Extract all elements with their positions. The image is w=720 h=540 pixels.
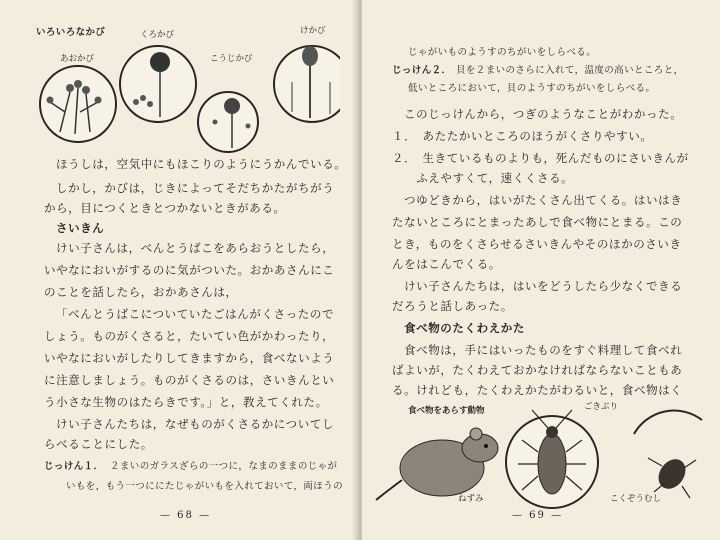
- experiment-2-text: 貝を２まいのさらに入れて，温度の高いところと，: [456, 65, 684, 76]
- text-line: う小さな生物のはたらきです。」と，教えてくれた。: [44, 395, 328, 409]
- text-line: らべることにした。: [44, 437, 153, 451]
- text-line: ふえやすくて，速くくさる。: [392, 171, 574, 185]
- text-line: つゆどきから，はいがたくさん出てくる。はいはき: [404, 193, 683, 207]
- text-line: じゃがいものようすのちがいをしらべる。: [408, 47, 597, 58]
- molds-illustration: [20, 22, 340, 157]
- text-line: のことを話したら，おかあさんは，: [44, 285, 238, 299]
- text-line: ほうしは，空気中にもほこりのようにうかんでいる。: [56, 157, 347, 171]
- experiment-2-text: 低いところにおいて，貝のようすのちがいをしらべる。: [408, 83, 656, 94]
- page-number-right: — 69 —: [512, 510, 564, 521]
- label-aokabi: あおかび: [60, 54, 95, 64]
- text-line: んをはこんでくる。: [392, 257, 501, 271]
- text-line: たないところにとまったあしで食べ物にとまる。この: [392, 215, 683, 229]
- text-line: から，目につくときとつかないときがある。: [44, 201, 286, 215]
- left-page: [0, 0, 358, 540]
- text-line: る。けれども，たくわえかたがわるいと，食べ物はく: [392, 383, 683, 397]
- text-line: このじっけんから，つぎのようなことがわかった。: [404, 107, 683, 121]
- text-line: 「べんとうばこについていたごはんがくさったので: [56, 307, 335, 321]
- text-line: １． あたたかいところのほうがくさりやすい。: [392, 129, 653, 143]
- experiment-1-text: ２まいのガラスざらの一つに，なまのままのじゃが: [110, 461, 338, 472]
- text-line: しかし，かびは，じきによってそだちかたがちがう: [56, 181, 335, 195]
- text-line: ２． 生きているものよりも，死んだものにさいきんが: [392, 151, 689, 165]
- text-line: けい子さんたちは，なぜものがくさるかについてし: [56, 417, 335, 431]
- figure-title-pests: 食べ物をあらす動物: [408, 406, 485, 416]
- text-line: しょう。ものがくさると，たいてい色がかわったり，: [44, 329, 335, 343]
- heading-food-storage: 食べ物のたくわえかた: [404, 321, 525, 335]
- label-gokiburi: ごきぶり: [584, 402, 619, 412]
- label-nezumi: ねずみ: [458, 494, 484, 504]
- text-line: けい子さんは，べんとうばこをあらおうとしたら，: [56, 241, 335, 255]
- text-line: 食べ物は，手にはいったものをすぐ料理して食べれ: [404, 343, 683, 357]
- text-line: いやなにおいがしたりしてきますから，食べないよう: [44, 351, 335, 365]
- experiment-1-text: いもを，もう一つににたじゃがいもを入れておいて，両ほうの: [66, 481, 344, 492]
- label-kokuzoumushi: こくぞうむし: [610, 494, 662, 504]
- text-line: ばよいが，たくわえておかなければならないこともあ: [392, 363, 683, 377]
- text-line: とき，ものをくさらせるさいきんやそのほかのさいき: [392, 237, 682, 251]
- page-number-left: — 68 —: [160, 510, 212, 521]
- label-kurokabi: くろかび: [140, 30, 175, 40]
- text-line: いやなにおいがするのに気がついた。おかあさんにこ: [44, 263, 335, 277]
- experiment-1-label: じっけん１．: [44, 461, 104, 472]
- label-kekabi: けかび: [300, 26, 326, 36]
- text-line: に注意しましょう。ものがくさるのは，さいきんとい: [44, 373, 335, 387]
- right-page: [362, 0, 720, 540]
- figure-title-molds: いろいろなかび: [36, 27, 106, 38]
- experiment-2-label: じっけん２．: [392, 65, 452, 76]
- label-koujikabi: こうじかび: [210, 54, 253, 64]
- text-line: だろうと話しあった。: [392, 299, 513, 313]
- text-line: けい子さんたちは，はいをどうしたら少なくできる: [404, 279, 683, 293]
- heading-saikin: さいきん: [56, 221, 105, 235]
